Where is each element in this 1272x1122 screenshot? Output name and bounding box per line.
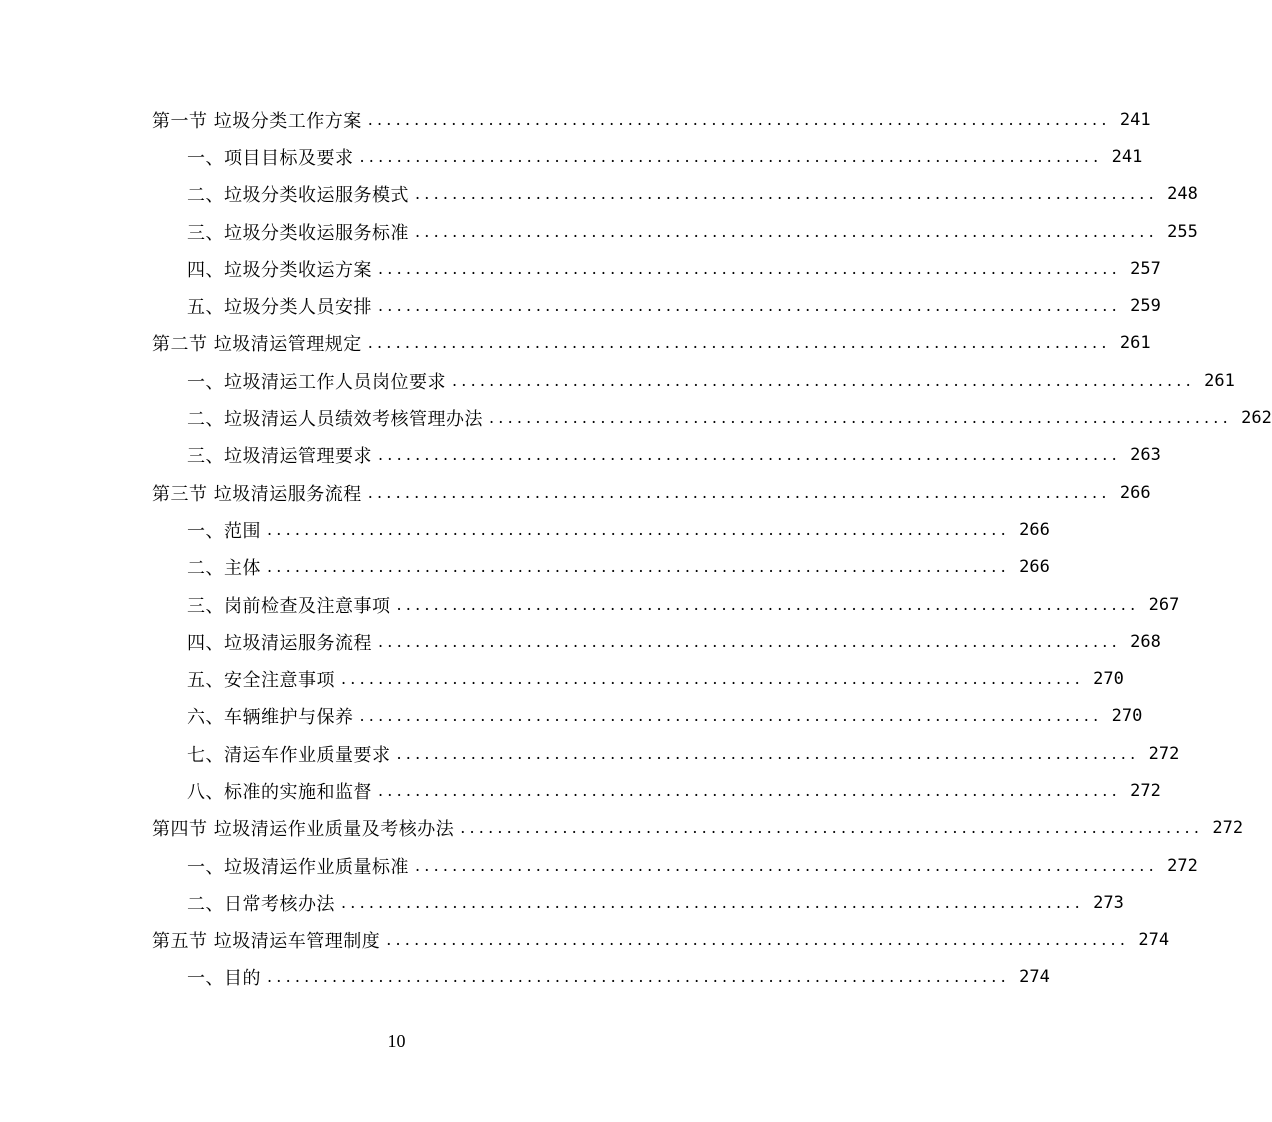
toc-leader-dots: ................................................................................ [415,221,1158,241]
toc-entry-title: 三、岗前检查及注意事项 [187,595,391,617]
toc-page-number: 270 [1093,669,1124,690]
toc-page-number: 241 [1119,109,1151,130]
toc-leader-dots: ................................................................................ [341,669,1084,689]
toc-leader-dots: ................................................................................ [367,482,1111,502]
toc-entry-title: 二、日常考核办法 [187,893,335,915]
toc-page-number: 255 [1167,221,1198,242]
toc-leader-dots: ................................................................................ [396,594,1140,614]
toc-page-number: 272 [1130,780,1161,801]
toc-page-number: 268 [1130,631,1161,652]
toc-page-number: 272 [1212,818,1244,839]
toc-item-entry[interactable] [0,399,1272,436]
toc-leader-dots: ................................................................................ [386,930,1130,950]
toc-page-number: 266 [1019,519,1050,540]
toc-leader-dots: ................................................................................ [378,631,1121,651]
toc-item-entry[interactable] [0,772,1161,809]
toc-leader-dots: ................................................................................ [415,184,1158,204]
toc-leader-dots: ................................................................................ [378,296,1121,316]
toc-entry-title: 三、垃圾分类收运服务标准 [187,222,409,244]
toc-entry-title: 第五节 垃圾清运车管理制度 [152,931,381,953]
toc-entry-title: 四、垃圾清运服务流程 [187,632,372,654]
toc-page-number: 274 [1019,967,1050,988]
toc-section-entry[interactable] [0,325,1151,362]
toc-page-number: 262 [1241,408,1272,429]
toc-page-number: 270 [1111,706,1143,727]
toc-entry-title: 一、垃圾清运作业质量标准 [187,856,409,878]
toc-section-entry[interactable] [0,922,1170,959]
toc-entry-title: 六、车辆维护与保养 [187,707,354,729]
toc-entry-title: 七、清运车作业质量要求 [187,744,391,766]
toc-leader-dots: ................................................................................ [359,146,1103,166]
toc-item-entry[interactable] [0,213,1198,250]
toc-leader-dots: ................................................................................ [460,818,1204,838]
toc-leader-dots: ................................................................................ [378,445,1121,465]
toc-item-entry[interactable] [0,959,1050,996]
toc-entry-title: 三、垃圾清运管理要求 [187,446,372,468]
toc-page-number: 259 [1130,296,1161,317]
toc-entry-title: 二、垃圾清运人员绩效考核管理办法 [187,409,483,431]
toc-leader-dots: ................................................................................ [359,706,1103,726]
toc-page-number: 272 [1167,855,1198,876]
toc-entry-title: 五、垃圾分类人员安排 [187,297,372,319]
toc-item-entry[interactable] [0,698,1143,735]
toc-item-entry[interactable] [0,511,1050,548]
table-of-contents [0,101,1272,996]
toc-leader-dots: ................................................................................ [341,892,1084,912]
toc-entry-title: 一、目的 [187,968,261,990]
toc-item-entry[interactable] [0,847,1198,884]
toc-page-number: 274 [1138,930,1170,951]
toc-leader-dots: ................................................................................ [267,967,1010,987]
toc-page-number: 272 [1148,743,1180,764]
toc-entry-title: 二、垃圾分类收运服务模式 [187,185,409,207]
toc-entry-title: 第一节 垃圾分类工作方案 [152,110,362,132]
toc-item-entry[interactable] [0,176,1198,213]
toc-item-entry[interactable] [0,287,1161,324]
toc-entry-title: 第三节 垃圾清运服务流程 [152,483,362,505]
toc-item-entry[interactable] [0,437,1161,474]
toc-entry-title: 五、安全注意事项 [187,670,335,692]
toc-page-number: 267 [1148,594,1180,615]
toc-item-entry[interactable] [0,623,1161,660]
toc-entry-title: 第四节 垃圾清运作业质量及考核办法 [152,819,455,841]
toc-page-number: 261 [1204,370,1235,391]
toc-page-number: 241 [1111,146,1143,167]
toc-leader-dots: ................................................................................ [378,258,1121,278]
toc-leader-dots: ................................................................................ [267,557,1010,577]
toc-leader-dots: ................................................................................ [452,370,1195,390]
toc-item-entry[interactable] [0,362,1235,399]
toc-entry-title: 四、垃圾分类收运方案 [187,259,372,281]
toc-item-entry[interactable] [0,250,1161,287]
toc-page-number: 263 [1130,445,1161,466]
toc-section-entry[interactable] [0,810,1244,847]
toc-item-entry[interactable] [0,549,1050,586]
toc-entry-title: 第二节 垃圾清运管理规定 [152,334,362,356]
toc-item-entry[interactable] [0,884,1124,921]
toc-page-number: 248 [1167,184,1198,205]
toc-leader-dots: ................................................................................ [378,780,1121,800]
toc-entry-title: 一、垃圾清运工作人员岗位要求 [187,371,446,393]
toc-section-entry[interactable] [0,101,1151,138]
toc-item-entry[interactable] [0,735,1180,772]
toc-item-entry[interactable] [0,586,1180,623]
toc-page-number: 266 [1119,482,1151,503]
page-number: 10 [387,1031,406,1051]
toc-page-number: 273 [1093,892,1124,913]
toc-page-number: 261 [1119,333,1151,354]
toc-entry-title: 一、范围 [187,520,261,542]
toc-leader-dots: ................................................................................ [489,408,1232,428]
toc-item-entry[interactable] [0,660,1124,697]
toc-leader-dots: ................................................................................ [367,109,1111,129]
toc-leader-dots: ................................................................................ [396,743,1140,763]
toc-page-number: 257 [1130,258,1161,279]
toc-entry-title: 一、项目目标及要求 [187,147,354,169]
toc-leader-dots: ................................................................................ [367,333,1111,353]
toc-item-entry[interactable] [0,138,1143,175]
toc-leader-dots: ................................................................................ [415,855,1158,875]
toc-entry-title: 八、标准的实施和监督 [187,781,372,803]
toc-section-entry[interactable] [0,474,1151,511]
toc-page-number: 266 [1019,557,1050,578]
toc-leader-dots: ................................................................................ [267,519,1010,539]
toc-entry-title: 二、主体 [187,558,261,580]
